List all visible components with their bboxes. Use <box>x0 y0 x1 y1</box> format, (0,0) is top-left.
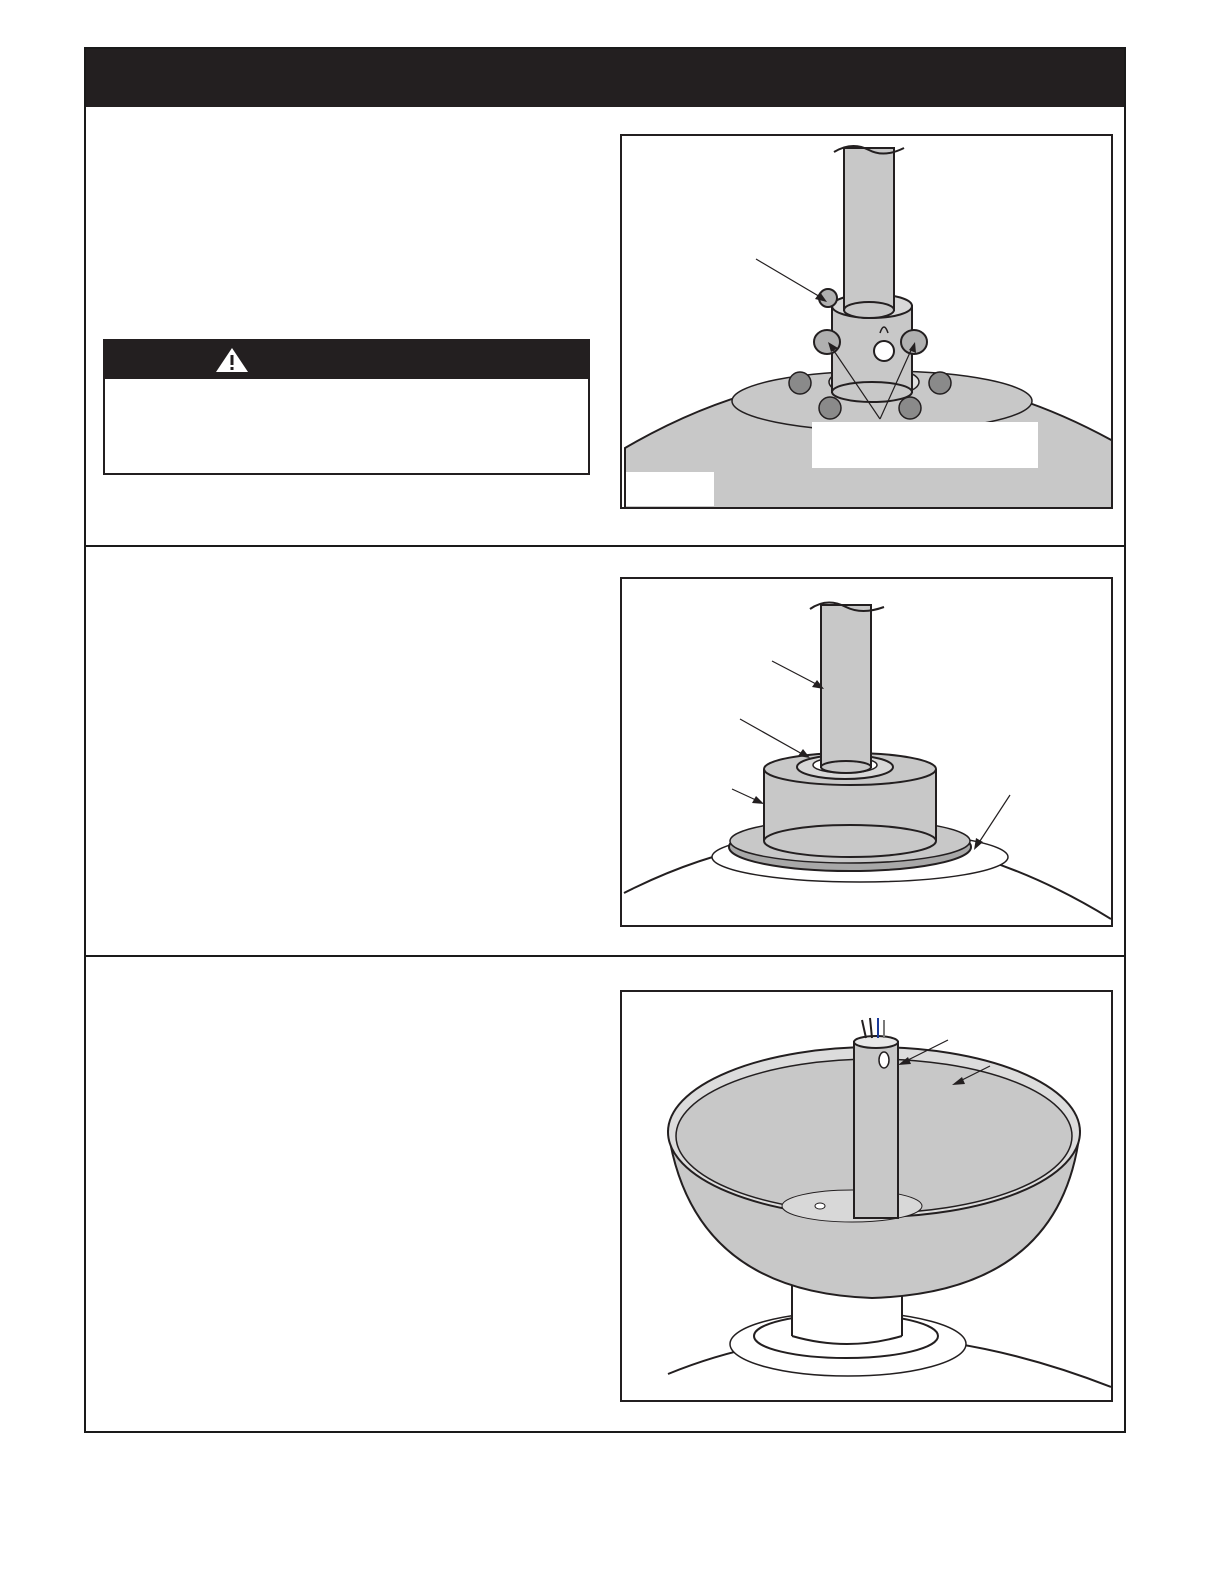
instruction-page <box>84 47 1126 1433</box>
figure-3 <box>620 990 1113 1402</box>
figure-2-illustration <box>622 579 1113 927</box>
section-header <box>86 49 1124 107</box>
figure-3-illustration <box>622 992 1113 1402</box>
warning-box <box>103 339 590 475</box>
figure-2 <box>620 577 1113 927</box>
figure-1 <box>620 134 1113 509</box>
warning-triangle-icon <box>215 347 249 373</box>
step-divider-2 <box>86 955 1124 957</box>
figure-1-callout-box <box>812 422 1038 468</box>
warning-bar <box>105 341 588 379</box>
step-divider-1 <box>86 545 1124 547</box>
figure-1-label-box <box>626 472 714 506</box>
